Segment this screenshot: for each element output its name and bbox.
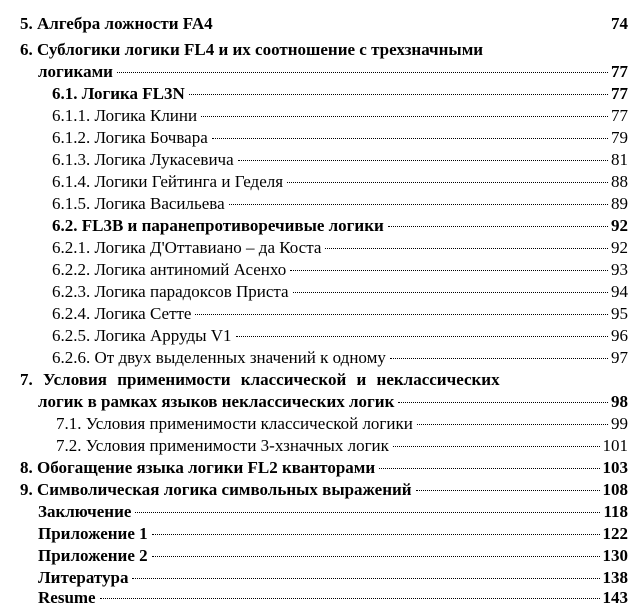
toc-leader (393, 446, 600, 447)
toc-leader (117, 72, 608, 73)
toc-entry-page: 130 (602, 546, 628, 565)
toc-entry-title: Условия применимости классической логики (85, 414, 413, 433)
toc-entry-title: Логика Бочвара (94, 128, 208, 147)
toc-entry-page: 98 (611, 392, 628, 411)
toc-leader (229, 204, 608, 205)
toc-entry-number: 6.2.6. (52, 348, 91, 367)
toc-entry-page: 92 (611, 216, 628, 235)
toc-entry-title: Логика Арруды V1 (94, 326, 232, 345)
toc-entry-page: 94 (611, 282, 628, 301)
toc-entry (52, 347, 628, 369)
toc-entry (52, 325, 628, 347)
toc-entry-title: Литература (38, 568, 129, 587)
toc-entry-page: 93 (611, 260, 628, 279)
toc-entry-title: Логика Клини (94, 106, 198, 125)
toc-entry (20, 39, 628, 61)
toc-entry-number: 9. (20, 480, 33, 499)
toc-entry-title: От двух выделенных значений к одному (94, 348, 386, 367)
toc-entry-page: 118 (603, 502, 628, 521)
toc-leader (388, 226, 608, 227)
toc-entry (38, 587, 628, 609)
toc-leader (379, 468, 599, 469)
toc-entry (38, 567, 628, 589)
toc-leader (236, 336, 608, 337)
toc-entry-title-continued: логиками (38, 62, 113, 81)
toc-entry (52, 127, 628, 149)
toc-entry (20, 457, 628, 479)
toc-entry-page: 101 (602, 436, 628, 455)
toc-entry-page: 99 (611, 414, 628, 433)
toc-entry-title: Логика парадоксов Приста (94, 282, 289, 301)
toc-entry-number: 6. (20, 40, 33, 59)
toc-entry (52, 171, 628, 193)
toc-entry (52, 149, 628, 171)
toc-entry (38, 501, 628, 523)
toc-leader (238, 160, 608, 161)
toc-entry-title: Логика Васильева (94, 194, 225, 213)
toc-leader (132, 578, 599, 579)
toc-entry-title: Сублогики логики FL4 и их соотношение с трехзначными (37, 40, 484, 59)
toc-entry-page: 103 (602, 458, 628, 477)
toc-leader (390, 358, 608, 359)
toc-entry-title: Обогащение языка логики FL2 кванторами (37, 458, 376, 477)
toc-entry-number: 6.1.1. (52, 106, 91, 125)
toc-entry (52, 215, 628, 237)
toc-entry-title: Алгебра ложности FA4 (37, 14, 213, 33)
toc-entry-title-continued: логик в рамках языков неклассических логик (38, 392, 395, 411)
toc-entry-title: Логика Д'Оттавиано – да Коста (94, 238, 322, 257)
toc-entry-continuation (38, 391, 628, 413)
toc-entry-page: 122 (602, 524, 628, 543)
toc-entry-page: 108 (602, 480, 628, 499)
toc-leader (189, 94, 608, 95)
toc-entry-number: 6.2. (52, 216, 78, 235)
toc-entry-title: FL3B и паранепротиворечивые логики (81, 216, 384, 235)
toc-leader (398, 402, 608, 403)
toc-entry (20, 479, 628, 501)
toc-entry (52, 237, 628, 259)
toc-entry-title: Resume (38, 588, 96, 607)
toc-entry (52, 83, 628, 105)
toc-entry-page: 96 (611, 326, 628, 345)
toc-entry (20, 13, 628, 35)
toc-entry-page: 143 (602, 588, 628, 607)
toc-entry-page: 77 (611, 62, 628, 81)
toc-entry-title: Логики Гейтинга и Геделя (94, 172, 284, 191)
toc-entry (56, 413, 628, 435)
toc-leader (135, 512, 600, 513)
toc-entry-title: Приложение 1 (38, 524, 148, 543)
toc-entry-number: 6.2.2. (52, 260, 91, 279)
toc-leader (325, 248, 608, 249)
toc-entry (56, 435, 628, 457)
toc-leader (152, 534, 600, 535)
toc-entry (52, 193, 628, 215)
toc-entry-title: Логика антиномий Асенхо (94, 260, 287, 279)
toc-leader (293, 292, 608, 293)
toc-entry-continuation (38, 61, 628, 83)
toc-entry-page: 97 (611, 348, 628, 367)
toc-entry (52, 105, 628, 127)
toc-entry-title: Логика Сетте (94, 304, 192, 323)
toc-entry-number: 6.1.3. (52, 150, 91, 169)
toc-entry-title: Условия применимости классической и неклассических (43, 370, 500, 389)
toc-entry-number: 6.2.5. (52, 326, 91, 345)
toc-entry (38, 523, 628, 545)
toc-leader (287, 182, 608, 183)
toc-entry-title: Логика FL3N (81, 84, 185, 103)
toc-entry-number: 6.1.2. (52, 128, 91, 147)
toc-leader (212, 138, 608, 139)
toc-leader (290, 270, 608, 271)
toc-entry-number: 6.2.1. (52, 238, 91, 257)
toc-entry (52, 281, 628, 303)
toc-entry-page: 95 (611, 304, 628, 323)
toc-entry-page: 79 (611, 128, 628, 147)
toc-entry-title: Символическая логика символьных выражений (37, 480, 412, 499)
toc-entry-number: 7. (20, 370, 33, 389)
toc-entry-number: 5. (20, 14, 33, 33)
toc-entry-page: 74 (611, 14, 628, 33)
toc-leader (416, 490, 600, 491)
toc-entry-page: 81 (611, 150, 628, 169)
toc-leader (417, 424, 608, 425)
toc-leader (152, 556, 600, 557)
toc-entry (52, 303, 628, 325)
toc-entry-page: 92 (611, 238, 628, 257)
toc-entry-number: 6.1.5. (52, 194, 91, 213)
toc-entry (38, 545, 628, 567)
toc-entry (52, 259, 628, 281)
toc-entry-title: Заключение (38, 502, 132, 521)
toc-entry-title: Логика Лукасевича (94, 150, 234, 169)
toc-entry-page: 138 (602, 568, 628, 587)
toc-entry-page: 77 (611, 106, 628, 125)
toc-entry (20, 369, 628, 391)
toc-leader (201, 116, 608, 117)
toc-entry-page: 77 (611, 84, 628, 103)
toc-entry-number: 8. (20, 458, 33, 477)
toc-entry-title: Условия применимости 3-хзначных логик (85, 436, 389, 455)
toc-entry-number: 6.2.4. (52, 304, 91, 323)
toc-entry-number: 6.1.4. (52, 172, 91, 191)
toc-entry-number: 6.2.3. (52, 282, 91, 301)
toc-leader (195, 314, 608, 315)
toc-entry-number: 7.1. (56, 414, 82, 433)
toc-leader (100, 598, 600, 599)
toc-entry-title: Приложение 2 (38, 546, 148, 565)
toc-entry-number: 6.1. (52, 84, 78, 103)
toc-entry-number: 7.2. (56, 436, 82, 455)
toc-entry-page: 89 (611, 194, 628, 213)
toc-entry-page: 88 (611, 172, 628, 191)
